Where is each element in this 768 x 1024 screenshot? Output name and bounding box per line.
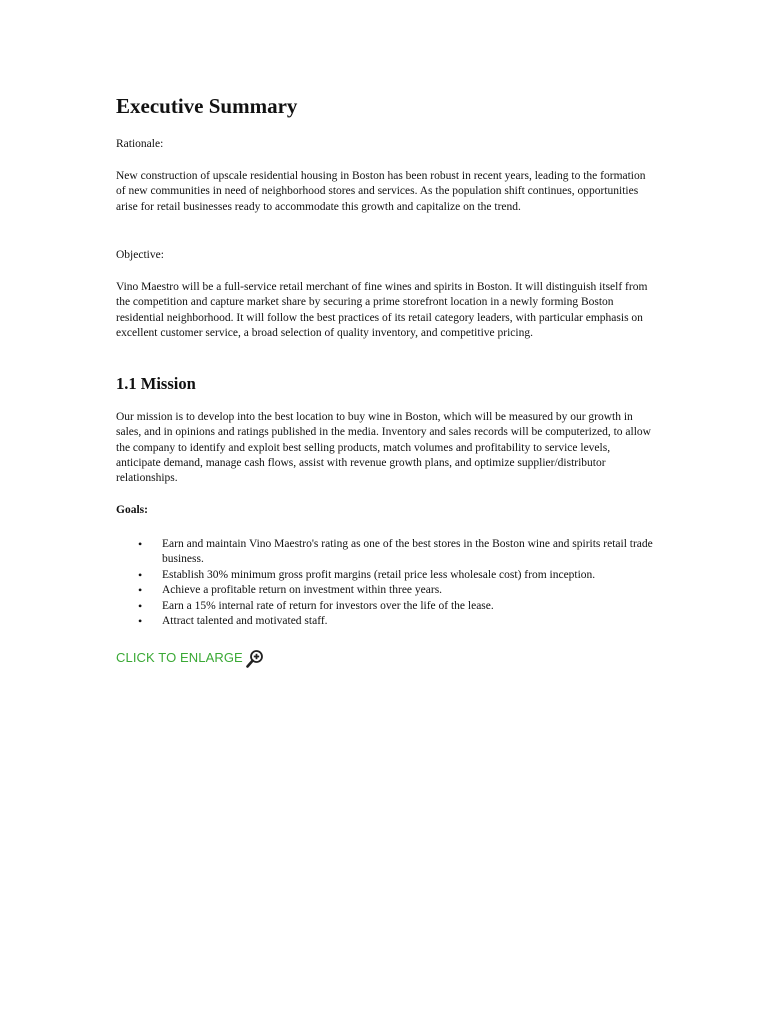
goals-list xyxy=(116,537,656,629)
goal-item: • Achieve a profitable return on investment within three years. xyxy=(116,583,656,598)
goal-item: • Earn a 15% internal rate of return for investors over the life of the lease. xyxy=(116,599,656,614)
mission-paragraph: Our mission is to develop into the best location to buy wine in Boston, which will be measured by our growth in sales, and in opinions and ratings published in the media. Inventory and sales records will be computerized, to allow the company to identify and exploit best selling products, match volumes and profitability to service levels, anticipate demand, manage cash flows, assist with revenue growth plans, and optimize supplier/distributor relationships. xyxy=(116,411,651,485)
goal-item: • Earn and maintain Vino Maestro's rating as one of the best stores in the Boston wine and spirits retail trade business. xyxy=(116,537,656,568)
goal-item: • Attract talented and motivated staff. xyxy=(116,614,656,629)
click-to-enlarge-link[interactable] xyxy=(116,645,265,669)
rationale-paragraph: New construction of upscale residential housing in Boston has been robust in recent years, leading to the formation of new communities in need of neighborhood stores and services. As the population shift continues, opportunities arise for retail businesses ready to accommodate this growth and capitalize on the trend. xyxy=(116,170,646,213)
objective-label: Objective: xyxy=(116,249,164,261)
mission-heading: 1.1 Mission xyxy=(116,374,196,393)
rationale-label: Rationale: xyxy=(116,138,164,150)
goals-label: Goals: xyxy=(116,504,148,516)
objective-paragraph: Vino Maestro will be a full-service retail merchant of fine wines and spirits in Boston. It will distinguish itself from the competition and capture market share by securing a prime storefront location in a newly forming Boston residential neighborhood. It will follow the best practices of its retail category leaders, with particular emphasis on excellent customer service, a broad selection of quality inventory, and competitive pricing. xyxy=(116,281,648,339)
zoom-in-icon xyxy=(245,649,265,669)
goal-item: • Establish 30% minimum gross profit margins (retail price less wholesale cost) from inception. xyxy=(116,568,656,583)
click-to-enlarge-label: CLICK TO ENLARGE xyxy=(116,649,243,665)
page-title: Executive Summary xyxy=(116,94,298,118)
